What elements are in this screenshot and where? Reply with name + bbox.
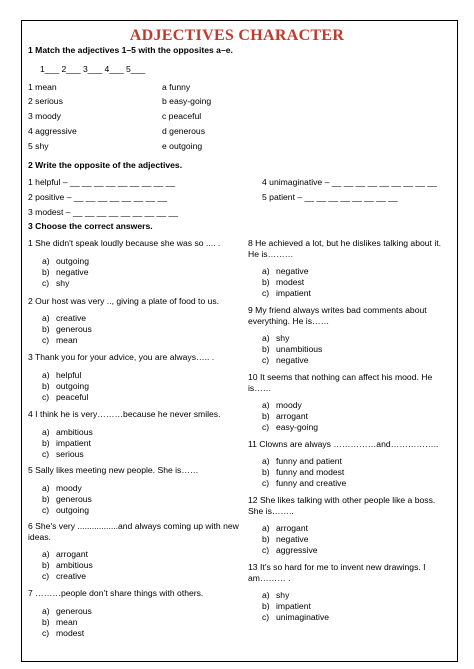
section1-left-item: 4 aggressive	[28, 126, 77, 136]
option-text: creative	[56, 313, 87, 323]
answer-option	[42, 427, 93, 437]
question-text: 5 Sally likes meeting new people. She is……	[28, 465, 199, 475]
option-text: funny and creative	[276, 478, 347, 488]
answer-option	[262, 411, 308, 421]
answer-option	[42, 256, 89, 266]
option-text: arrogant	[276, 523, 309, 533]
section1-right-item: b easy-going	[162, 96, 212, 106]
option-text: impatient	[276, 601, 311, 611]
answer-option	[42, 370, 81, 380]
option-letter: a)	[42, 370, 50, 380]
option-letter: c)	[42, 505, 50, 515]
option-text: modest	[276, 277, 305, 287]
answer-option	[262, 534, 309, 544]
answer-option	[262, 545, 318, 555]
answer-option	[42, 628, 84, 638]
option-text: impatient	[56, 438, 91, 448]
section1-right-item: a funny	[162, 82, 191, 92]
option-text: impatient	[276, 288, 311, 298]
option-letter: b)	[42, 267, 50, 277]
option-letter: a)	[262, 590, 270, 600]
section2-right-item: 5 patient – __ __ __ __ __ __ __ __	[262, 192, 398, 202]
option-letter: b)	[42, 560, 50, 570]
option-letter: a)	[262, 400, 270, 410]
option-letter: a)	[262, 333, 270, 343]
option-letter: c)	[42, 278, 50, 288]
option-text: easy-going	[276, 422, 319, 432]
option-letter: c)	[262, 612, 270, 622]
option-letter: c)	[42, 571, 50, 581]
option-text: negative	[276, 534, 309, 544]
option-letter: b)	[262, 277, 270, 287]
option-letter: b)	[262, 344, 270, 354]
section1-right-item: d generous	[162, 126, 206, 136]
option-letter: c)	[262, 355, 270, 365]
section2-right-item: 4 unimaginative – __ __ __ __ __ __ __ __ __	[262, 177, 437, 187]
option-text: serious	[56, 449, 84, 459]
answer-option	[42, 335, 78, 345]
answer-option	[262, 277, 304, 287]
answer-option	[262, 355, 309, 365]
question-text: 4 I think he is very………because he never smiles.	[28, 409, 221, 419]
section1-left-item: 1 mean	[28, 82, 57, 92]
option-text: arrogant	[276, 411, 309, 421]
answer-option	[262, 601, 311, 611]
section1-answer-line: 1___ 2___ 3___ 4___ 5___	[40, 64, 146, 74]
option-text: moody	[56, 483, 82, 493]
option-text: funny and patient	[276, 456, 342, 466]
option-text: shy	[276, 333, 290, 343]
answer-option	[262, 288, 311, 298]
question-text: 12 She likes talking with other people like a boss. She is……..	[248, 495, 436, 516]
option-letter: a)	[42, 483, 50, 493]
question-text: 2 Our host was very .., giving a plate of food to us.	[28, 296, 220, 306]
answer-option	[42, 267, 89, 277]
option-letter: c)	[42, 628, 50, 638]
option-letter: a)	[42, 549, 50, 559]
question-text: 10 It seems that nothing can affect his mood. He is……	[248, 372, 433, 393]
question-text: 1 She didn't speak loudly because she was so .... .	[28, 238, 221, 248]
option-letter: a)	[42, 606, 50, 616]
option-text: ambitious	[56, 560, 93, 570]
option-text: outgoing	[56, 381, 89, 391]
answer-option	[42, 392, 89, 402]
question-text: 9 My friend always writes bad comments about everything. He is……	[248, 305, 427, 326]
option-letter: b)	[262, 411, 270, 421]
option-letter: b)	[42, 381, 50, 391]
section1-right-item: c peaceful	[162, 111, 202, 121]
option-letter: b)	[42, 617, 50, 627]
option-letter: b)	[42, 494, 50, 504]
question-text: 7 ………people don’t share things with others.	[28, 588, 204, 598]
answer-option	[42, 438, 91, 448]
option-text: helpful	[56, 370, 82, 380]
answer-option	[42, 313, 86, 323]
answer-option	[42, 606, 92, 616]
answer-option	[262, 478, 346, 488]
answer-option	[262, 467, 344, 477]
option-text: mean	[56, 335, 78, 345]
section1-left-item: 3 moody	[28, 111, 61, 121]
answer-option	[42, 571, 86, 581]
option-text: modest	[56, 628, 85, 638]
option-text: moody	[276, 400, 302, 410]
answer-option	[262, 612, 329, 622]
answer-option	[42, 617, 78, 627]
option-text: ambitious	[56, 427, 93, 437]
answer-option	[42, 449, 84, 459]
answer-option	[42, 324, 92, 334]
option-text: funny and modest	[276, 467, 345, 477]
option-letter: c)	[42, 335, 50, 345]
option-letter: c)	[42, 392, 50, 402]
question-text: 11 Clowns are always ……………and……………..	[248, 439, 439, 449]
section2-left-item: 2 positive – __ __ __ __ __ __ __ __	[28, 192, 168, 202]
page-title: ADJECTIVES CHARACTER	[129, 27, 345, 44]
section3-heading: 3 Choose the correct answers.	[28, 221, 153, 231]
option-letter: a)	[262, 523, 270, 533]
option-letter: a)	[262, 456, 270, 466]
option-text: unimaginative	[276, 612, 330, 622]
question-text: 3 Thank you for your advice, you are always….. .	[28, 352, 215, 362]
question-text: 6 She's very .................and always coming up with new ideas.	[28, 521, 239, 542]
option-letter: b)	[262, 601, 270, 611]
option-text: generous	[56, 606, 92, 616]
answer-option	[42, 278, 69, 288]
answer-option	[262, 590, 289, 600]
option-text: negative	[276, 266, 309, 276]
section1-right-item: e outgoing	[162, 141, 203, 151]
answer-option	[42, 560, 93, 570]
answer-option	[42, 494, 92, 504]
option-text: generous	[56, 494, 92, 504]
answer-option	[262, 266, 309, 276]
answer-option	[42, 483, 82, 493]
option-letter: b)	[262, 534, 270, 544]
section1-left-item: 5 shy	[28, 141, 49, 151]
question-text: 8 He achieved a lot, but he dislikes talking about it. He is………	[248, 238, 441, 259]
option-text: negative	[276, 355, 309, 365]
section2-left-item: 3 modest – __ __ __ __ __ __ __ __ __	[28, 207, 179, 217]
option-letter: b)	[42, 438, 50, 448]
option-letter: a)	[262, 266, 270, 276]
option-text: outgoing	[56, 505, 89, 515]
answer-option	[262, 422, 318, 432]
answer-option	[262, 456, 342, 466]
section1-left-item: 2 serious	[28, 96, 63, 106]
section2-left-item: 1 helpful – __ __ __ __ __ __ __ __ __	[28, 177, 176, 187]
option-letter: a)	[42, 313, 50, 323]
option-letter: c)	[42, 449, 50, 459]
option-letter: a)	[42, 256, 50, 266]
answer-option	[42, 549, 88, 559]
option-text: shy	[276, 590, 290, 600]
answer-option	[262, 333, 289, 343]
option-letter: c)	[262, 288, 270, 298]
answer-option	[262, 523, 308, 533]
answer-option	[262, 400, 302, 410]
option-text: mean	[56, 617, 78, 627]
option-letter: c)	[262, 478, 270, 488]
option-text: unambitious	[276, 344, 323, 354]
section1-heading: 1 Match the adjectives 1–5 with the opposites a–e.	[28, 45, 233, 55]
option-text: outgoing	[56, 256, 89, 266]
option-text: arrogant	[56, 549, 89, 559]
option-letter: a)	[42, 427, 50, 437]
option-text: creative	[56, 571, 87, 581]
option-text: negative	[56, 267, 89, 277]
option-letter: c)	[262, 422, 270, 432]
answer-option	[42, 505, 89, 515]
question-text: 13 It’s so hard for me to invent new drawings. I am……… .	[248, 562, 426, 583]
option-text: shy	[56, 278, 70, 288]
answer-option	[262, 344, 322, 354]
option-letter: b)	[262, 467, 270, 477]
section2-heading: 2 Write the opposite of the adjectives.	[28, 160, 183, 170]
option-text: generous	[56, 324, 92, 334]
option-text: aggressive	[276, 545, 318, 555]
option-text: peaceful	[56, 392, 89, 402]
option-letter: c)	[262, 545, 270, 555]
answer-option	[42, 381, 89, 391]
option-letter: b)	[42, 324, 50, 334]
